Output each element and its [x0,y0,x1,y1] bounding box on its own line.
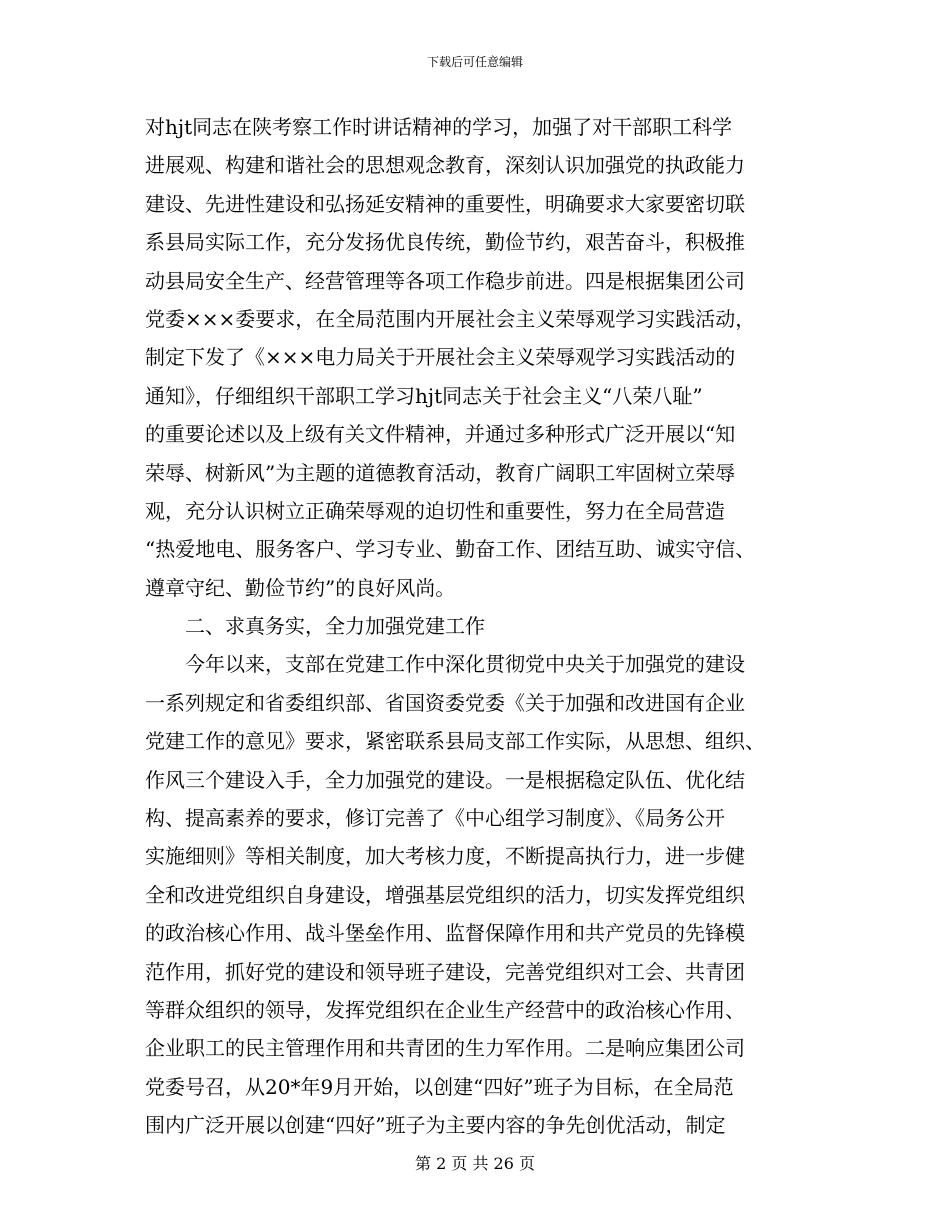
text-line: 党委×××委要求，在全局范围内开展社会主义荣辱观学习实践活动， [145,306,756,331]
text-line: 对hjt同志在陕考察工作时讲话精神的学习，加强了对干部职工科学 [145,115,733,139]
text-line: 动县局安全生产、经营管理等各项工作稳步前进。四是根据集团公司 [145,268,745,293]
text-line: 进展观、构建和谐社会的思想观念教育，深刻认识加强党的执政能力 [145,153,745,178]
text-line: 今年以来，支部在党建工作中深化贯彻党中央关于加强党的建设 [185,652,745,677]
text-line: 企业职工的民主管理作用和共青团的生力军作用。二是响应集团公司 [145,1036,745,1061]
document-body [145,108,815,1145]
text-line: 实施细则》等相关制度，加大考核力度，不断提高执行力，进一步健 [145,844,745,869]
text-line: 一系列规定和省委组织部、省国资委党委《关于加强和改进国有企业 [145,690,745,715]
text-line: 建设、先进性建设和弘扬延安精神的重要性，明确要求大家要密切联 [145,191,745,216]
text-line: 构、提高素养的要求，修订完善了《中心组学习制度》、《局务公开 [145,806,725,831]
text-line: 范作用，抓好党的建设和领导班子建设，完善党组织对工会、共青团 [145,959,745,984]
text-line: 制定下发了《×××电力局关于开展社会主义荣辱观学习实践活动的 [145,345,736,370]
text-line: 遵章守纪、勤俭节约”的良好风尚。 [145,575,456,600]
text-line: 系县局实际工作，充分发扬优良传统，勤俭节约，艰苦奋斗，积极推 [145,230,745,255]
text-line: 通知》，仔细组织干部职工学习hjt同志关于社会主义“八荣八耻” [145,383,703,408]
text-line: 作风三个建设入手，全力加强党的建设。一是根据稳定队伍、优化结 [145,767,745,792]
text-line: 荣辱、树新风”为主题的道德教育活动，教育广阔职工牢固树立荣辱 [145,460,736,485]
page-footer: 第 2 页 共 26 页 [415,1154,535,1173]
text-line: 等群众组织的领导，发挥党组织在企业生产经营中的政治核心作用、 [145,997,745,1022]
text-line: 围内广泛开展以创建“四好”班子为主要内容的争先创优活动，制定 [145,1113,726,1138]
text-line: 党委号召，从20*年9月开始，以创建“四好”班子为目标，在全局范 [145,1074,734,1099]
text-line: “热爱地电、服务客户、学习专业、勤奋工作、团结互助、诚实守信、 [145,537,756,562]
text-line: 二、求真务实，全力加强党建工作 [185,614,485,639]
text-line: 党建工作的意见》要求，紧密联系县局支部工作实际，从思想、组织、 [145,729,765,754]
text-line: 全和改进党组织自身建设，增强基层党组织的活力，切实发挥党组织 [145,882,745,907]
page-header: 下载后可任意编辑 [426,55,523,69]
text-line: 的重要论述以及上级有关文件精神，并通过多种形式广泛开展以“知 [145,422,736,447]
text-line: 的政治核心作用、战斗堡垒作用、监督保障作用和共产党员的先锋模 [145,921,745,946]
text-line: 观，充分认识树立正确荣辱观的迫切性和重要性，努力在全局营造 [145,498,725,523]
